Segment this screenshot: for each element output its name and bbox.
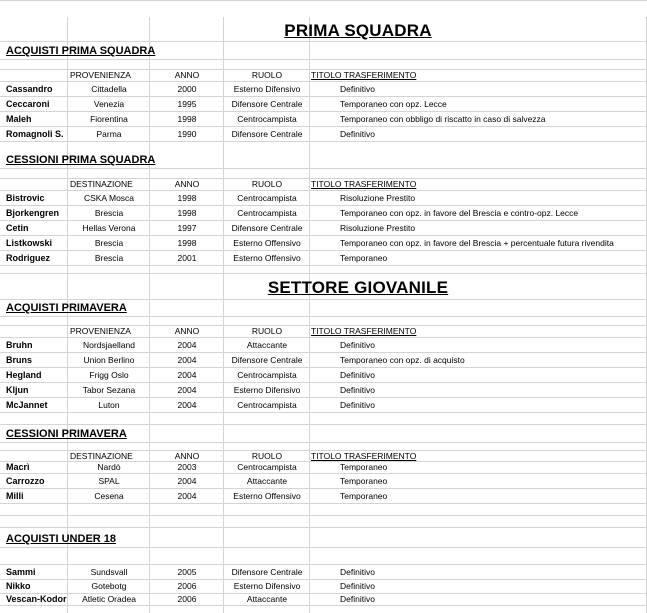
player-name: Bruns [6,354,33,365]
section-acquisti-primavera [0,300,647,317]
player-name: Carrozzo [6,475,45,486]
club: Fiorentina [90,113,128,124]
transfer-title: Temporaneo [340,490,388,501]
spacer-row [0,60,647,70]
role: Esterno Offensivo [233,252,301,263]
section-title: ACQUISTI UNDER 18 [6,533,117,545]
transfer-title: Temporaneo con opz. Lecce [340,98,447,109]
year: 2001 [177,252,197,263]
player-name: Ceccaroni [6,98,50,109]
table-row [0,236,647,251]
table-row [0,353,647,368]
year: 2006 [177,594,197,605]
year: 2003 [177,462,197,473]
role: Difensore Centrale [231,354,303,365]
header-anno: ANNO [174,450,200,461]
header-anno: ANNO [174,70,200,81]
year: 2006 [177,581,197,592]
club: Nardò [97,462,121,473]
table-row [0,474,647,489]
transfer-title: Definitivo [340,369,375,380]
header-titolo: TITOLO TRASFERIMENTO [311,450,417,461]
spacer-row [0,169,647,179]
header-ruolo: RUOLO [251,70,283,81]
year: 2004 [177,339,197,350]
spacer-row [0,516,647,528]
player-name: Cetin [6,222,29,233]
section-title: CESSIONI PRIMA SQUADRA [6,154,156,166]
header-row [0,70,647,82]
club: Cittadella [91,83,127,94]
club: Atletic Oradea [82,594,136,605]
section-cessioni-prima [0,142,647,169]
title-prima-squadra: PRIMA SQUADRA [284,21,432,40]
transfer-title: Definitivo [340,566,375,577]
year: 2004 [177,475,197,486]
table-row [0,580,647,594]
header-anno: ANNO [174,326,200,337]
player-name: Bistrovic [6,192,45,203]
club: Sundsvall [90,566,128,577]
role: Esterno Difensivo [233,384,301,395]
player-name: Kljun [6,384,29,395]
spacer-row [0,317,647,326]
player-name: Nikko [6,581,31,591]
player-name: Sammi [6,566,36,577]
table-row [0,398,647,413]
header-ruolo: RUOLO [251,326,283,337]
role: Attaccante [246,594,288,605]
transfer-title: Temporaneo con opz. in favore del Brescia e contro-opz. Lecce [340,207,579,218]
header-row [0,326,647,338]
role: Esterno Difensivo [233,581,301,592]
table-row [0,368,647,383]
club: SPAL [98,475,120,486]
header-destinazione: DESTINAZIONE [70,450,133,461]
transfer-title: Temporaneo con opz. in favore del Brescia + percentuale futura rivendita [340,237,614,248]
player-name: Milli [6,490,24,501]
table-row [0,462,647,474]
transfer-title: Definitivo [340,399,375,410]
transfer-title: Definitivo [340,339,375,350]
table-row [0,221,647,236]
player-name: McJannet [6,399,48,410]
year: 1998 [177,237,197,248]
header-titolo: TITOLO TRASFERIMENTO [311,70,417,81]
club: Cesena [94,490,124,501]
role: Difensore Centrale [231,128,303,139]
section-title: ACQUISTI PRIMA SQUADRA [6,45,156,57]
year: 1995 [177,98,197,109]
year: 1998 [177,192,197,203]
year: 2004 [177,490,197,501]
year: 2004 [177,384,197,395]
player-name: Maleh [6,113,32,124]
table-row [0,97,647,112]
role: Difensore Centrale [231,222,303,233]
table-row [0,191,647,206]
club: CSKA Mosca [83,192,135,203]
transfer-title: Temporaneo [340,252,388,263]
header-row [0,451,647,462]
year: 2000 [177,83,197,94]
header-anno: ANNO [174,179,200,190]
player-name: Bjorkengren [6,207,60,218]
transfer-title: Temporaneo [340,475,388,486]
player-name: Cassandro [6,83,53,94]
table-row [0,383,647,398]
player-name: Vescan-Kodor [6,594,67,604]
table-row [0,82,647,97]
transfer-title: Definitivo [340,83,375,94]
header-provenienza: PROVENIENZA [70,70,131,81]
spacer-row [0,413,647,425]
player-name: Listkowski [6,237,53,248]
table-row [0,206,647,221]
header-row [0,179,647,191]
club: Frigg Oslo [89,369,129,380]
player-name: Romagnoli S. [6,128,64,139]
title-settore-giovanile: SETTORE GIOVANILE [267,278,449,297]
role: Centrocampista [237,113,297,124]
year: 1998 [177,207,197,218]
year: 1998 [177,113,197,124]
role: Esterno Offensivo [233,237,301,248]
club: Nordsjaelland [83,339,135,350]
table-row [0,112,647,127]
club: Brescia [94,252,124,263]
role: Centrocampista [237,369,297,380]
section-acquisti-prima [0,42,647,60]
role: Difensore Centrale [231,566,303,577]
transfer-title: Temporaneo con opz. di acquisto [340,354,465,365]
year: 1997 [177,222,197,233]
player-name: Hegland [6,369,42,380]
year: 2004 [177,354,197,365]
club: Union Berlino [83,354,135,365]
transfer-title: Definitivo [340,384,375,395]
club: Luton [98,399,120,410]
role: Esterno Difensivo [233,83,301,94]
transfer-title: Definitivo [340,581,375,592]
header-ruolo: RUOLO [251,179,283,190]
year: 2005 [177,566,197,577]
header-destinazione: DESTINAZIONE [70,179,133,190]
section-title: ACQUISTI PRIMAVERA [6,302,127,314]
club: Parma [96,128,122,139]
role: Centrocampista [237,207,297,218]
table-row [0,127,647,142]
club: Tabor Sezana [82,384,136,395]
role: Centrocampista [237,462,297,473]
role: Centrocampista [237,192,297,203]
club: Hellas Verona [82,222,136,233]
player-name: Rodriguez [6,252,50,263]
table-row [0,489,647,504]
header-titolo: TITOLO TRASFERIMENTO [311,326,417,337]
year: 2004 [177,369,197,380]
transfer-title: Risoluzione Prestito [340,192,416,203]
header-ruolo: RUOLO [251,450,283,461]
transfer-title: Definitivo [340,594,375,605]
transfer-title: Definitivo [340,128,375,139]
section-cessioni-primavera [0,425,647,443]
role: Esterno Offensivo [233,490,301,501]
club: Brescia [94,237,124,248]
role: Attaccante [246,475,288,486]
table-row [0,251,647,266]
table-row [0,565,647,580]
role: Centrocampista [237,399,297,410]
transfer-title: Temporaneo con obbligo di riscatto in caso di salvezza [340,113,546,124]
spacer-row [0,504,647,516]
transfer-title: Risoluzione Prestito [340,222,416,233]
section-title: CESSIONI PRIMAVERA [6,428,127,440]
header-provenienza: PROVENIENZA [70,326,131,337]
club: Brescia [94,207,124,218]
table-row [0,338,647,353]
spacer-row [0,266,647,274]
transfer-title: Temporaneo [340,462,388,473]
player-name: Bruhn [6,339,33,350]
section-acquisti-under18 [0,528,647,548]
player-name: Macrì [6,462,30,472]
year: 1990 [177,128,197,139]
spacer-row [0,548,647,565]
year: 2004 [177,399,197,410]
header-titolo: TITOLO TRASFERIMENTO [311,179,417,190]
club: Venezia [93,98,125,109]
top-border [0,0,647,1]
table-row [0,594,647,606]
spacer-row [0,443,647,451]
club: Gotebotg [91,581,127,592]
role: Attaccante [246,339,288,350]
role: Difensore Centrale [231,98,303,109]
